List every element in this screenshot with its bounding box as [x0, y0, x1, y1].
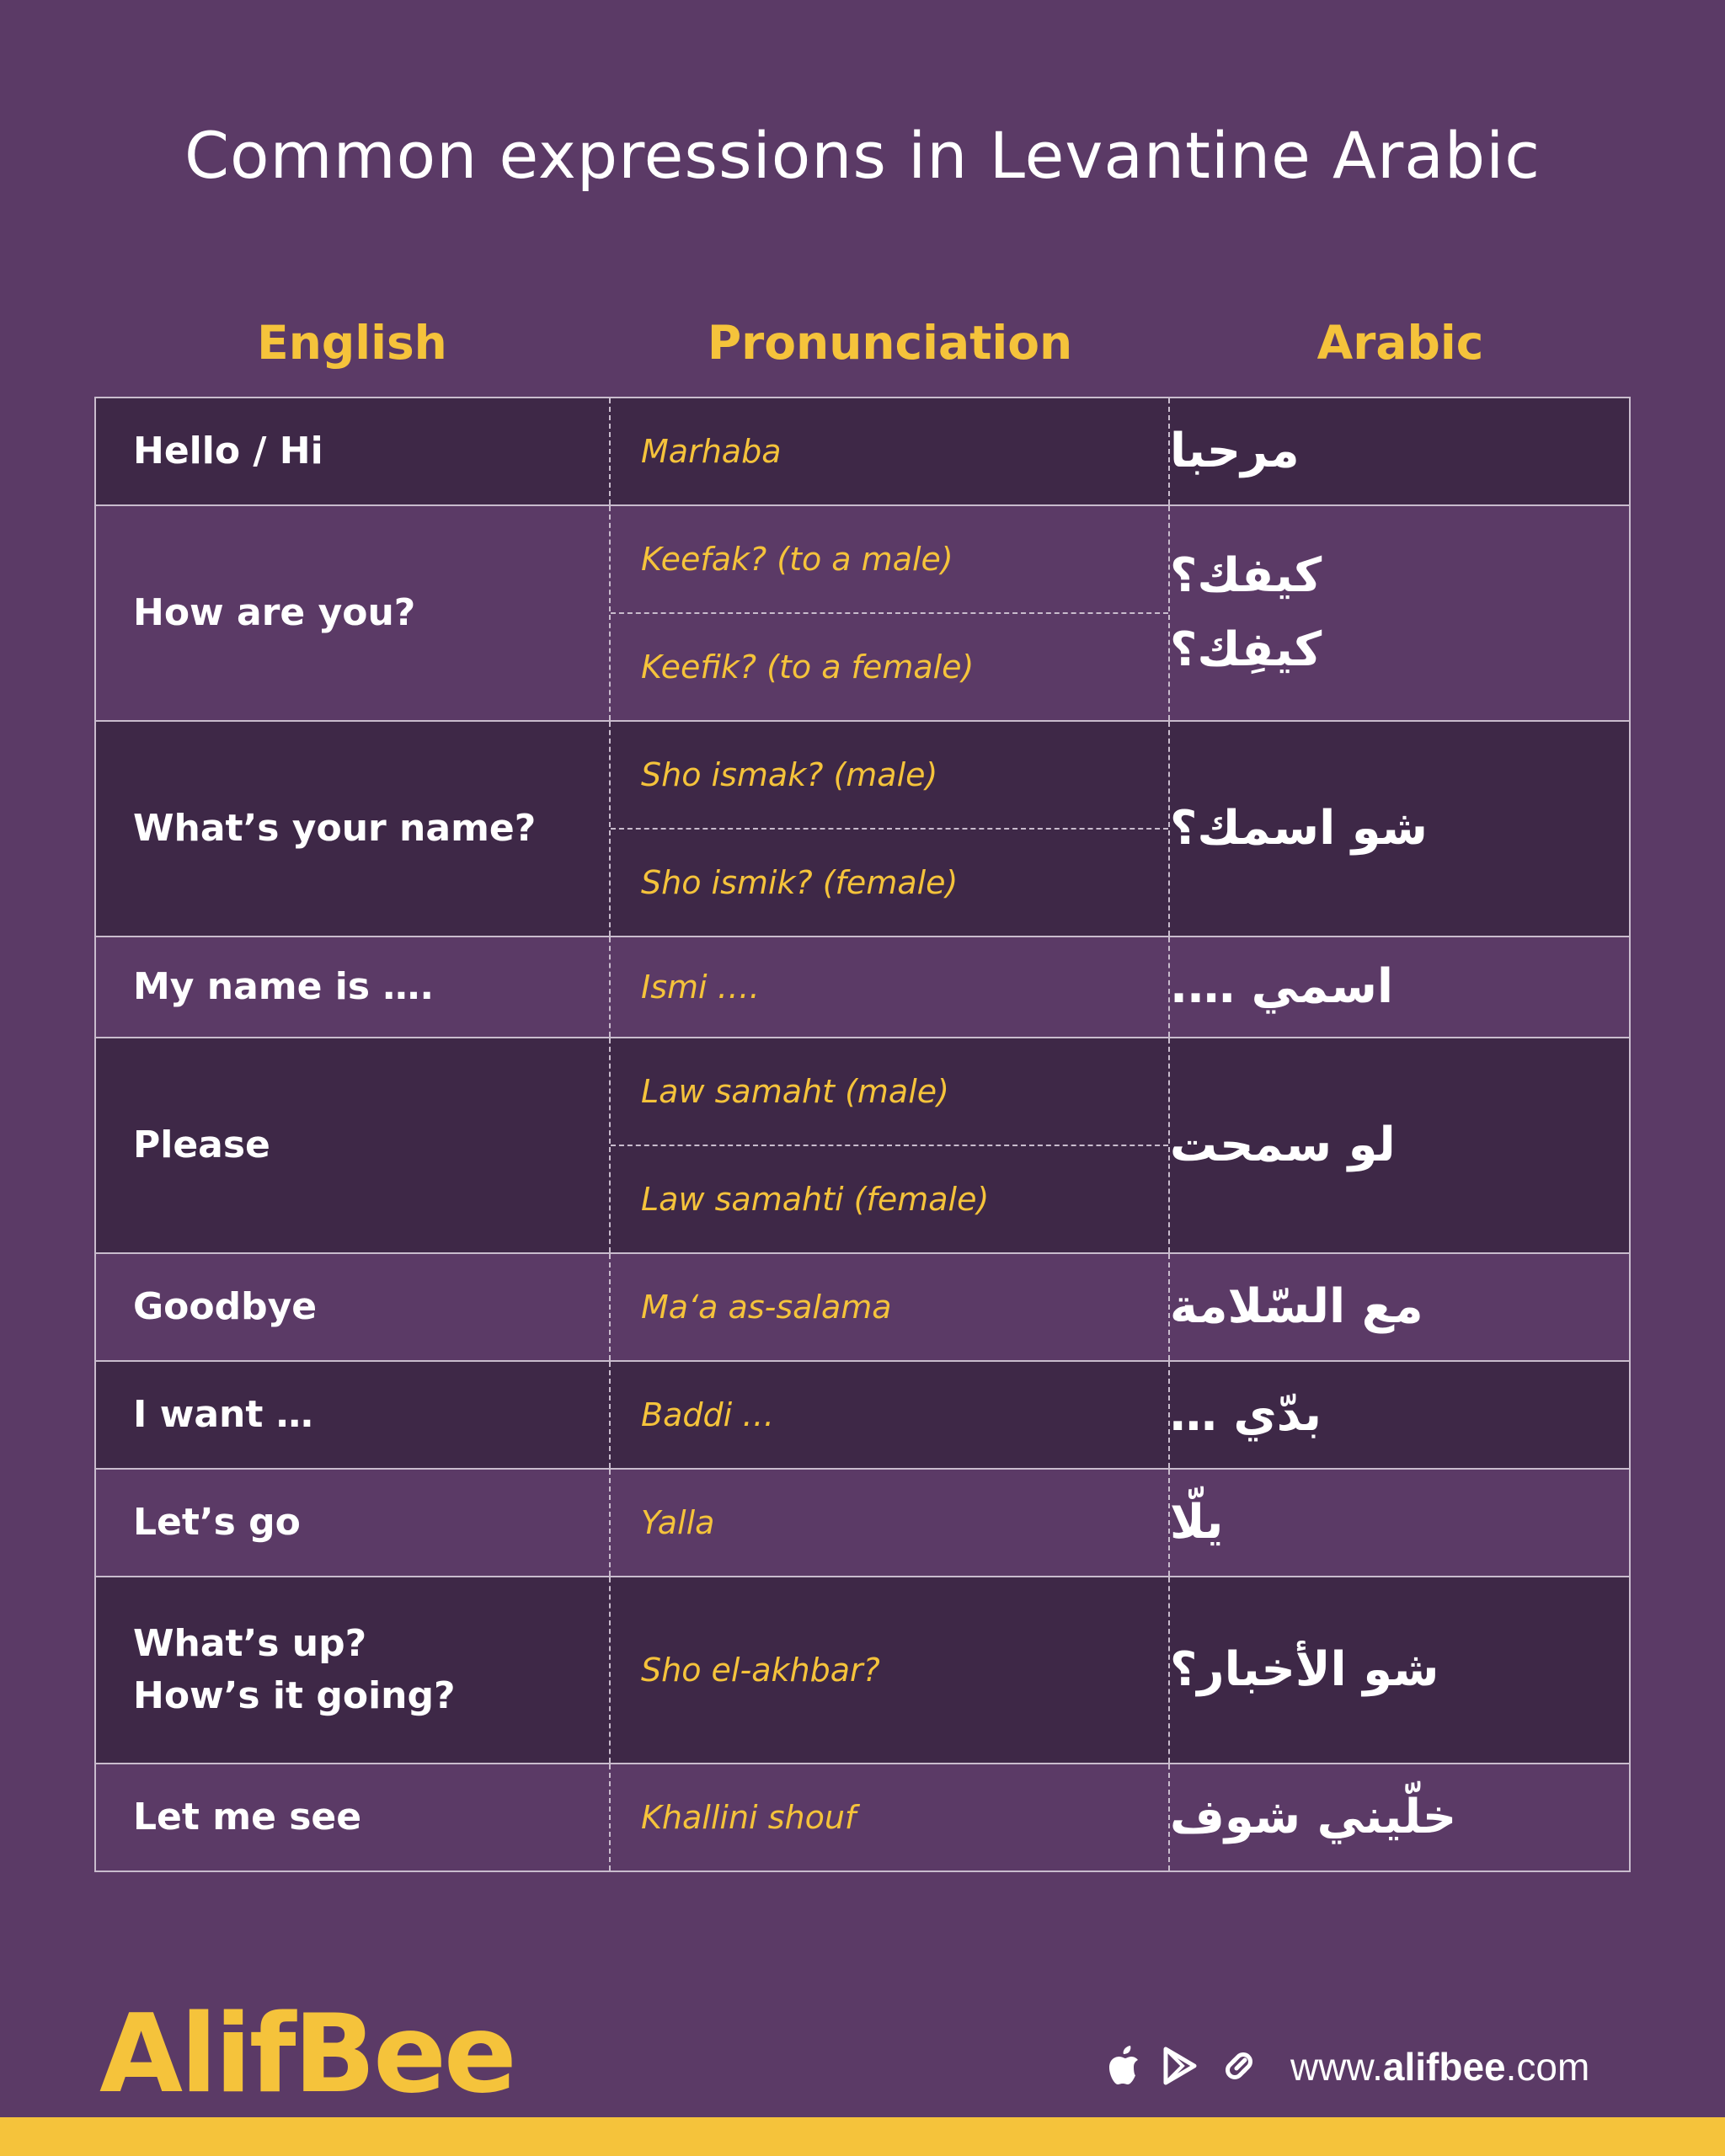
header-arabic: Arabic — [1316, 316, 1484, 370]
pronunciation-cell — [611, 506, 1170, 720]
pronunciation-cell — [611, 722, 1170, 936]
english-text: How’s it going? — [133, 1674, 456, 1717]
english-cell — [96, 398, 611, 504]
url-prefix: www. — [1290, 2045, 1383, 2089]
pronunciation-cell — [611, 1254, 1170, 1360]
pronunciation-text: Baddi … — [641, 1396, 775, 1433]
arabic-text: مع السّلامة — [1169, 1279, 1423, 1334]
english-cell — [96, 1038, 611, 1252]
arabic-cell — [1170, 1254, 1629, 1360]
footer-bar — [0, 2117, 1725, 2156]
english-text: Let’s go — [133, 1501, 301, 1544]
arabic-text: خلّيني شوف — [1169, 1790, 1457, 1844]
table-row — [96, 504, 1629, 720]
arabic-cell — [1170, 1038, 1629, 1252]
english-text: Hello / Hi — [133, 430, 323, 472]
apple-icon[interactable] — [1103, 2045, 1140, 2087]
english-text: What’s your name? — [133, 807, 537, 850]
arabic-cell — [1170, 398, 1629, 504]
pronunciation-cell — [611, 398, 1170, 504]
arabic-text: لو سمحت — [1169, 1118, 1396, 1172]
pronunciation-text: Sho ismak? (male) — [641, 756, 938, 793]
arabic-cell — [1170, 1577, 1629, 1763]
header-pronunciation: Pronunciation — [707, 316, 1073, 370]
phrase-table — [94, 397, 1631, 1872]
table-row — [96, 1360, 1629, 1468]
arabic-text: شو اسمك؟ — [1169, 801, 1428, 856]
arabic-text: شو الأخبار؟ — [1169, 1642, 1439, 1697]
pronunciation-cell — [611, 1038, 1170, 1252]
english-text: Let me see — [133, 1796, 362, 1838]
pronunciation-text: Law samaht (male) — [641, 1073, 949, 1110]
table-row — [96, 936, 1629, 1037]
url-suffix: .com — [1505, 2045, 1590, 2089]
pronunciation-cell — [611, 1362, 1170, 1468]
column-headers — [94, 316, 1631, 383]
pronunciation-text: Yalla — [641, 1504, 715, 1541]
arabic-text: كيفك؟ — [1169, 548, 1322, 603]
arabic-text: اسمي …. — [1169, 959, 1394, 1014]
pronunciation-text: Keefak? (to a male) — [641, 541, 953, 578]
table-row — [96, 1468, 1629, 1576]
arabic-text: مرحبا — [1169, 424, 1300, 478]
english-cell — [96, 722, 611, 936]
website-url[interactable] — [1290, 2044, 1589, 2089]
english-cell — [96, 1254, 611, 1360]
table-row — [96, 1576, 1629, 1763]
url-domain: alifbee — [1382, 2045, 1506, 2089]
arabic-cell — [1170, 506, 1629, 720]
pronunciation-cell — [611, 937, 1170, 1037]
arabic-cell — [1170, 722, 1629, 936]
alifbee-logo: AlifBee — [99, 1992, 515, 2117]
pronunciation-text: Law samahti (female) — [611, 1145, 1168, 1252]
pronunciation-text: Ma‘a as-salama — [641, 1289, 892, 1326]
english-text: What’s up? — [133, 1622, 367, 1665]
arabic-text: بدّي … — [1169, 1387, 1322, 1442]
page-title: Common expressions in Levantine Arabic — [184, 118, 1541, 193]
arabic-cell — [1170, 1362, 1629, 1468]
english-text: I want … — [133, 1393, 313, 1436]
table-row — [96, 720, 1629, 936]
pronunciation-text: Sho ismik? (female) — [611, 828, 1168, 936]
pronunciation-cell — [611, 1470, 1170, 1576]
english-cell — [96, 937, 611, 1037]
header-english: English — [257, 316, 447, 370]
pronunciation-cell — [611, 1764, 1170, 1870]
pronunciation-text: Marhaba — [641, 433, 782, 470]
english-cell — [96, 1362, 611, 1468]
english-text: My name is …. — [133, 965, 435, 1008]
pronunciation-text: Sho el-akhbar? — [641, 1652, 880, 1689]
play-store-icon[interactable] — [1162, 2047, 1198, 2085]
english-text: Please — [133, 1123, 270, 1166]
table-row — [96, 1763, 1629, 1870]
english-cell — [96, 1470, 611, 1576]
app-icons — [1103, 2045, 1258, 2087]
pronunciation-text: Ismi …. — [641, 969, 760, 1006]
arabic-text: يلّا — [1169, 1495, 1224, 1550]
arabic-cell — [1170, 1470, 1629, 1576]
pronunciation-text: Keefik? (to a female) — [611, 612, 1168, 720]
arabic-cell — [1170, 1764, 1629, 1870]
english-text: How are you? — [133, 591, 416, 634]
table-row — [96, 398, 1629, 504]
pronunciation-cell — [611, 1577, 1170, 1763]
english-cell — [96, 1764, 611, 1870]
pronunciation-text: Khallini shouf — [641, 1799, 857, 1836]
english-text: Goodbye — [133, 1285, 318, 1328]
table-row — [96, 1252, 1629, 1360]
table-row — [96, 1037, 1629, 1252]
link-icon[interactable] — [1220, 2047, 1258, 2085]
arabic-text: كيفِك؟ — [1169, 622, 1322, 677]
english-cell — [96, 1577, 611, 1763]
english-cell — [96, 506, 611, 720]
arabic-cell — [1170, 937, 1629, 1037]
